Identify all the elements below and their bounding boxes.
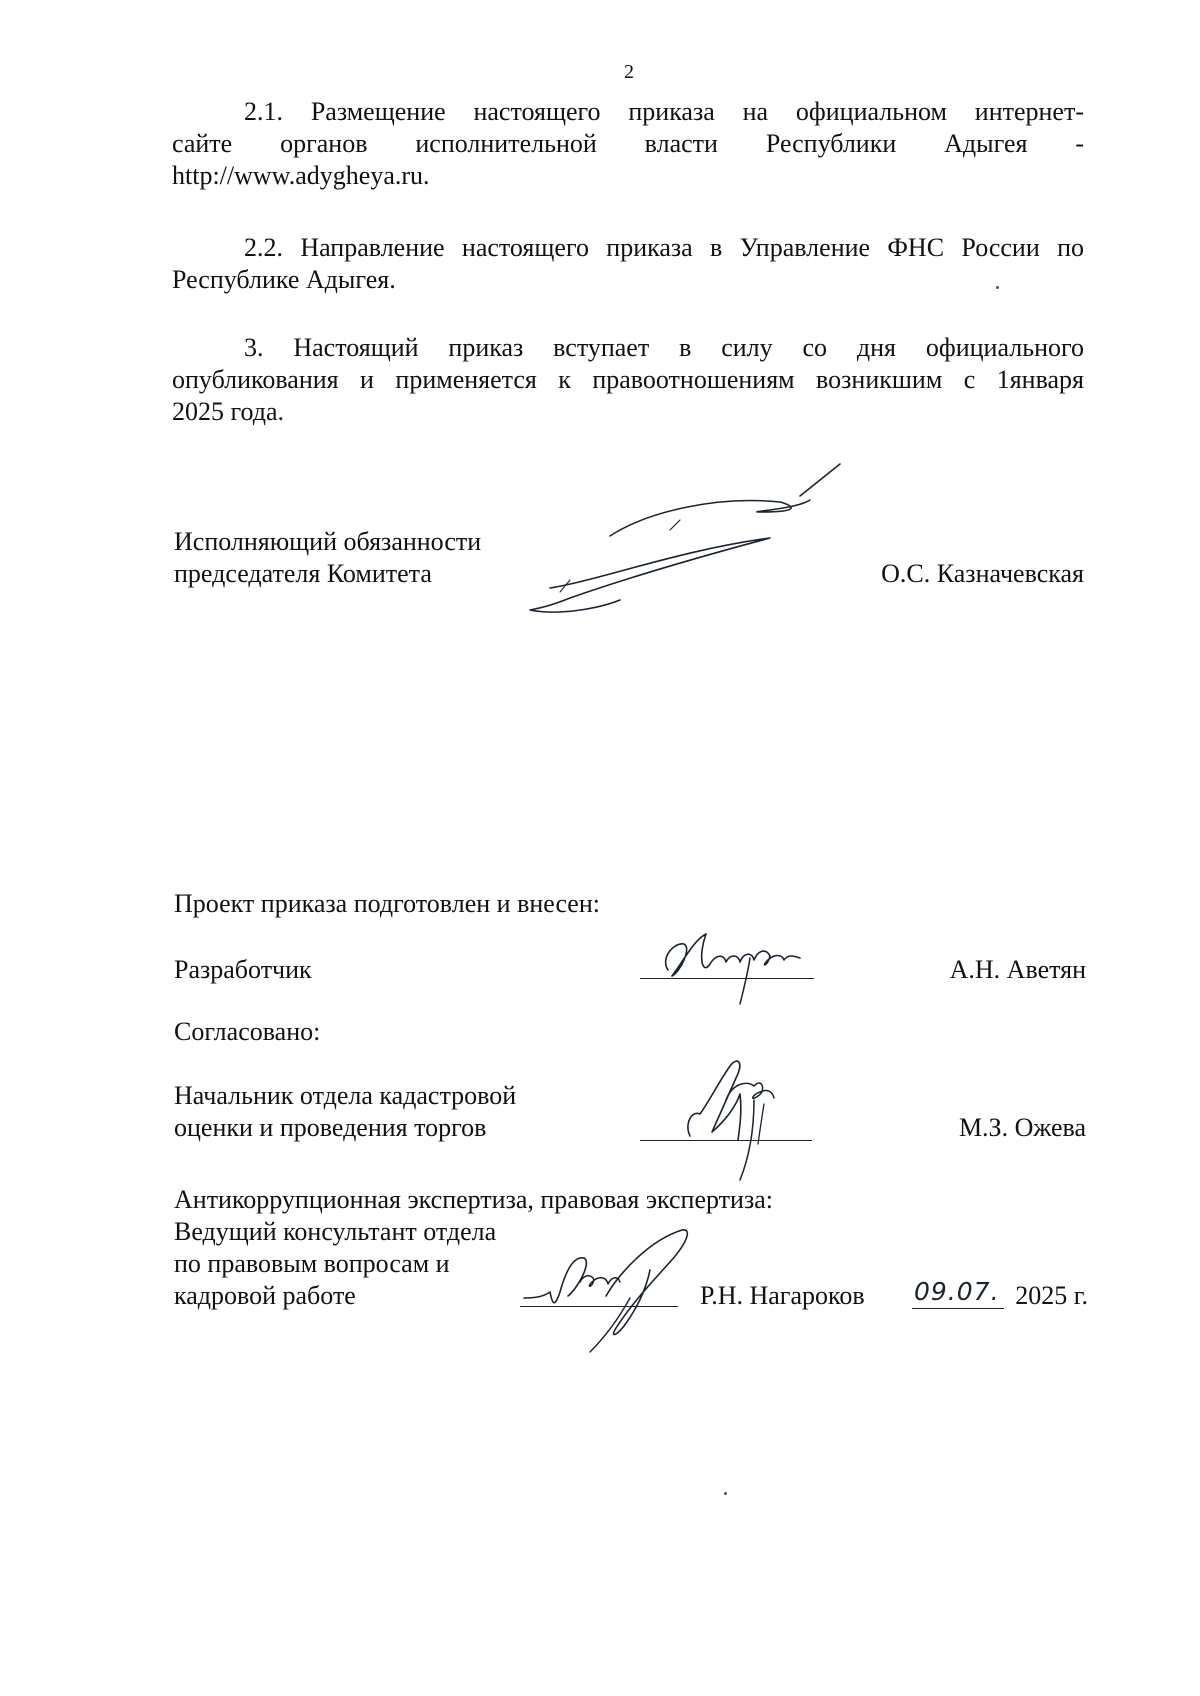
developer-signature [650,920,820,1010]
head-signature [670,1040,810,1190]
expertise-position-line-1: Ведущий консультант отдела [174,1217,497,1246]
printed-year: 2025 г. [1015,1281,1088,1310]
developer-name: А.Н. Аветян [949,955,1086,984]
head-position-line-1: Начальник отдела кадастровой [174,1081,517,1110]
handwritten-date: 09.07. [914,1277,1000,1306]
head-name: М.З. Ожева [958,1113,1086,1142]
chairman-signature [510,460,850,620]
chairman-position-line-1: Исполняющий обязанности [174,527,482,556]
expertise-position-line-3: кадровой работе [174,1281,356,1310]
expertise-heading: Антикоррупционная экспертиза, правовая экспертиза: [174,1185,773,1214]
scan-speck [724,1492,727,1495]
paragraph-3-line-2: опубликования и применяется к правоотношениям возникшим с 1января [172,365,1084,394]
paragraph-2-1-line-1: 2.1. Размещение настоящего приказа на официальном интернет- [244,97,1084,126]
expertise-signature [520,1226,720,1356]
paragraph-3-line-1: 3. Настоящий приказ вступает в силу со дня официального [244,333,1084,362]
paragraph-2-1 [172,96,1084,192]
scan-speck [996,286,999,289]
developer-role: Разработчик [174,955,312,984]
paragraph-2-2-line-2: Республике Адыгея. [172,265,396,294]
paragraph-2-2 [172,232,1084,296]
paragraph-3-line-3: 2025 года. [172,397,285,426]
paragraph-3 [172,332,1084,428]
paragraph-2-2-line-1: 2.2. Направление настоящего приказа в Управление ФНС России по [244,233,1084,262]
chairman-name: О.С. Казначевская [881,559,1084,588]
paragraph-2-1-line-3: http://www.adygheya.ru. [172,161,430,190]
expertise-position-line-2: по правовым вопросам и [174,1249,450,1278]
prepared-heading: Проект приказа подготовлен и внесен: [174,889,600,918]
expertise-name: Р.Н. Нагароков [700,1281,865,1310]
paragraph-2-1-line-2: сайте органов исполнительной власти Республики Адыгея - [172,129,1084,158]
date-underline [912,1308,1004,1309]
head-position-line-2: оценки и проведения торгов [174,1113,487,1142]
page-number: 2 [624,61,634,83]
chairman-position-line-2: председателя Комитета [174,559,432,588]
approved-heading: Согласовано: [174,1017,321,1046]
